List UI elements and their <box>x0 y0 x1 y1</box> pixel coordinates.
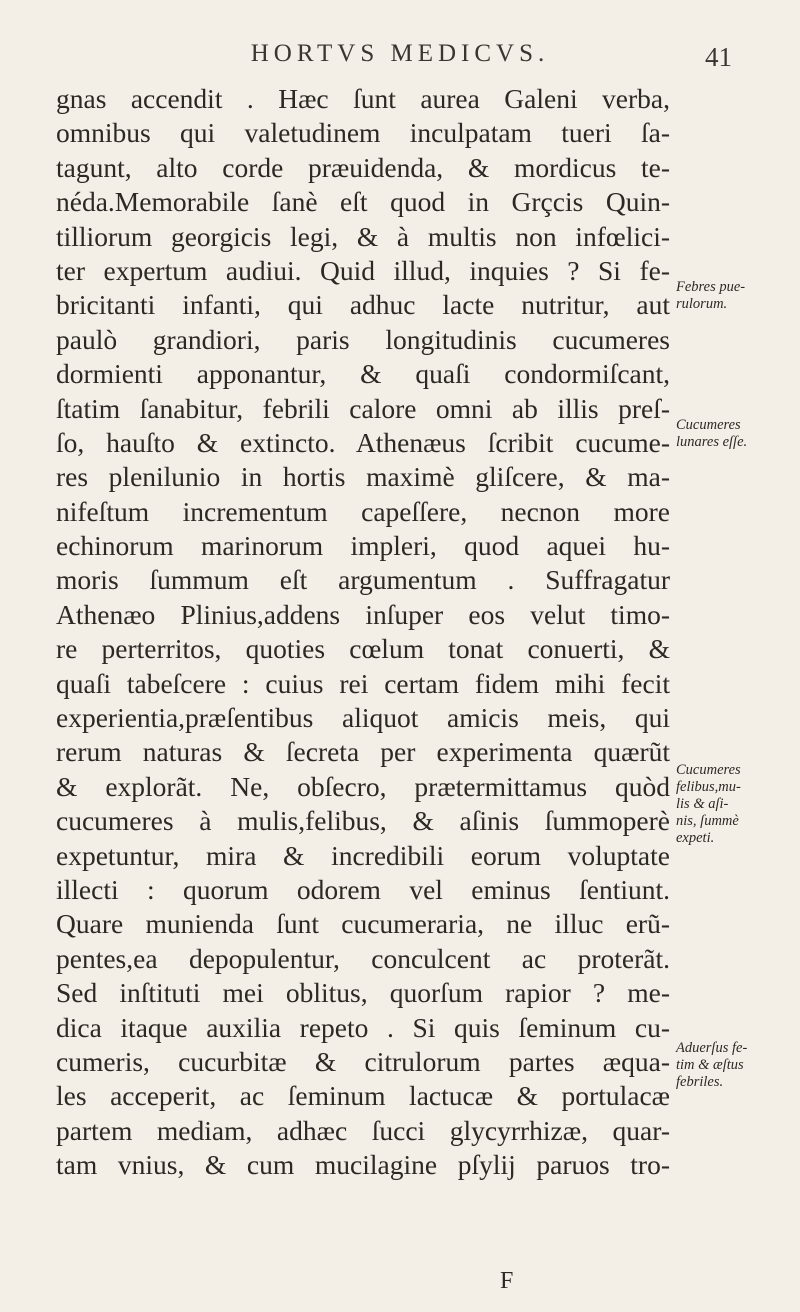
main-text <box>56 82 670 1183</box>
running-head: HORTVS MEDICVS. <box>250 40 550 67</box>
text-line: cucumeres à mulis,felibus, & aſinis ſummoperè <box>56 805 670 837</box>
margin-note <box>676 279 796 313</box>
margin-note <box>676 762 796 847</box>
margin-note-line: Aduerſus fe- <box>676 1040 748 1056</box>
page-header <box>100 38 740 78</box>
text-line: partem mediam, adhæc ſucci glycyrrhizæ, quar- <box>56 1114 670 1146</box>
text-line: pentes,ea depopulentur, conculcent ac proterãt. <box>56 942 670 974</box>
text-line: ſo, hauſto & extincto. Athenæus ſcribit cucume- <box>56 426 670 458</box>
text-line: ſtatim ſanabitur, febrili calore omni ab illis preſ- <box>56 392 670 424</box>
text-line: paulò grandiori, paris longitudinis cucumeres <box>56 323 670 355</box>
text-line: quaſi tabeſcere : cuius rei certam fidem mihi fecit <box>56 667 670 699</box>
margin-note-line: tim & æſtus <box>676 1057 744 1073</box>
text-line: nifeſtum incrementum capeſſere, necnon more <box>56 495 670 527</box>
text-line: ter expertum audiui. Quid illud, inquies ? Si fe- <box>56 254 670 286</box>
margin-note-line: rulorum. <box>676 296 728 312</box>
margin-note-line: felibus,mu- <box>676 779 741 795</box>
text-line: expetuntur, mira & incredibili eorum voluptate <box>56 839 670 871</box>
margin-note-line: Febres pue- <box>676 279 746 295</box>
text-line: néda.Memorabile ſanè eſt quod in Grçcis Quin- <box>56 186 670 218</box>
text-line: & explorãt. Ne, obſecro, prætermittamus quòd <box>56 770 670 802</box>
text-line: echinorum marinorum impleri, quod aquei hu- <box>56 530 670 562</box>
margin-note-line: febriles. <box>676 1074 724 1090</box>
text-line: dormienti apponantur, & quaſi condormiſcant, <box>56 358 670 390</box>
text-line: illecti : quorum odorem vel eminus ſentiunt. <box>56 873 670 905</box>
text-line: dica itaque auxilia repeto . Si quis ſeminum cu- <box>56 1011 670 1043</box>
text-line: bricitanti infanti, qui adhuc lacte nutritur, aut <box>56 289 670 321</box>
text-line: les acceperit, ac ſeminum lactucæ & portulacæ <box>56 1080 670 1112</box>
margin-note-line: lis & aſi- <box>676 796 729 812</box>
text-line: tam vnius, & cum mucilagine pſylij paruos tro- <box>56 1149 670 1181</box>
text-line: tilliorum georgicis legi, & à multis non infœlici- <box>56 220 670 252</box>
margin-note-line: lunares eſſe. <box>676 434 748 450</box>
text-line: res plenilunio in hortis maximè gliſcere, & ma- <box>56 461 670 493</box>
margin-note <box>676 417 796 451</box>
margin-note-line: expeti. <box>676 830 715 846</box>
text-line: Athenæo Plinius,addens inſuper eos velut timo- <box>56 598 670 630</box>
text-line: re perterritos, quoties cœlum tonat conuerti, & <box>56 633 670 665</box>
margin-note <box>676 1040 796 1091</box>
page-number: 41 <box>705 42 732 72</box>
text-line: Quare munienda ſunt cucumeraria, ne illuc erũ- <box>56 908 670 940</box>
margin-note-line: nis, ſummè <box>676 813 739 829</box>
catchword: F <box>500 1268 514 1294</box>
text-line: tagunt, alto corde præuidenda, & mordicus te- <box>56 151 670 183</box>
text-line: cumeris, cucurbitæ & citrulorum partes æqua- <box>56 1045 670 1077</box>
text-line: moris ſummum eſt argumentum . Suffragatur <box>56 564 670 596</box>
text-line: gnas accendit . Hæc ſunt aurea Galeni verba, <box>56 83 670 114</box>
text-line: omnibus qui valetudinem inculpatam tueri ſa- <box>56 117 670 149</box>
margin-note-line: Cucumeres <box>676 762 741 778</box>
text-line: experientia,præſentibus aliquot amicis meis, qui <box>56 702 670 734</box>
text-line: rerum naturas & ſecreta per experimenta quærũt <box>56 736 670 768</box>
margin-note-line: Cucumeres <box>676 417 741 433</box>
text-line: Sed inſtituti mei oblitus, quorſum rapior ? me- <box>56 977 670 1009</box>
